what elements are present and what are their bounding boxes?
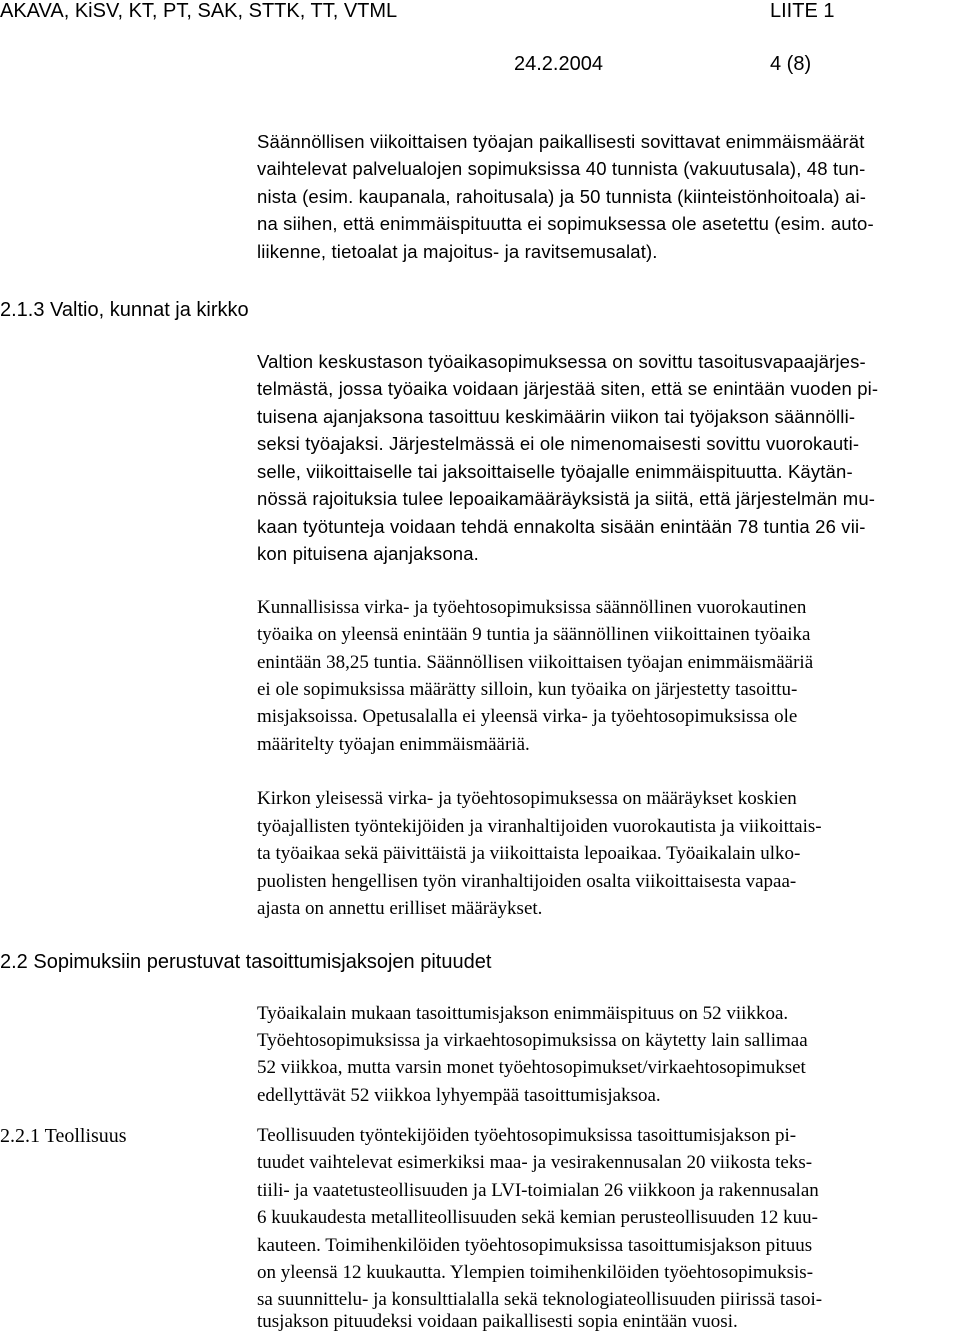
paragraph-6-line: kauteen. Toimihenkilöiden työehtosopimuksissa tasoittumisjakson pituus xyxy=(257,1235,813,1256)
paragraph-6-line: on yleensä 12 kuukautta. Ylempien toimihenkilöiden työehtosopimuksis- xyxy=(257,1262,814,1283)
paragraph-3-line: enintään 38,25 tuntia. Säännöllisen viikoittaisen työajan enimmäismääriä xyxy=(257,652,814,673)
paragraph-3-line: Kunnallisissa virka- ja työehtosopimuksissa säännöllinen vuorokautinen xyxy=(257,597,807,618)
paragraph-2-line: tuisena ajanjaksona tasoittuu keskimäärin viikon tai työjakson säännölli- xyxy=(257,406,856,427)
paragraph-1-line: na siihen, että enimmäispituutta ei sopimuksessa ole asetettu (esim. auto- xyxy=(257,213,874,234)
paragraph-6-line: sa suunnittelu- ja konsulttialalla sekä teknologiateollisuuden piirissä tasoi- xyxy=(257,1289,823,1310)
paragraph-5-line: Työehtosopimuksissa ja virkaehtosopimuksissa on käytetty lain sallimaa xyxy=(257,1030,808,1051)
paragraph-2-line: telmästä, jossa työaika voidaan järjestää siten, että se enintään vuoden pi- xyxy=(257,378,879,399)
paragraph-6-line: tiili- ja vaatetusteollisuuden ja LVI-toimialan 26 viikkoon ja rakennusalan xyxy=(257,1180,819,1201)
paragraph-2-line: selle, viikoittaiselle tai jaksoittaiselle työajalle enimmäispituutta. Käytän- xyxy=(257,461,853,482)
paragraph-6-line: tusjakson pituudeksi voidaan paikallisesti sopia enintään vuosi. xyxy=(257,1311,738,1332)
paragraph-3-line: määritelty työajan enimmäismääriä. xyxy=(257,734,530,755)
paragraph-3-line: työaika on yleensä enintään 9 tuntia ja säännöllinen viikoittainen työaika xyxy=(257,624,811,645)
paragraph-2-line: nössä rajoituksia tulee lepoaikamääräyksistä ja siitä, että järjestelmän mu- xyxy=(257,488,876,509)
paragraph-6-line: Teollisuuden työntekijöiden työehtosopimuksissa tasoittumisjakson pi- xyxy=(257,1125,797,1146)
header-attachment-label: LIITE 1 xyxy=(770,0,835,22)
paragraph-1-line: liikenne, tietoalat ja majoitus- ja ravitsemusalat). xyxy=(257,241,658,262)
paragraph-3-line: misjaksoissa. Opetusalalla ei yleensä virka- ja työehtosopimuksissa ole xyxy=(257,706,798,727)
paragraph-5-line: Työaikalain mukaan tasoittumisjakson enimmäispituus on 52 viikkoa. xyxy=(257,1003,789,1024)
section-heading-2-1-3: 2.1.3 Valtio, kunnat ja kirkko xyxy=(0,299,249,321)
paragraph-4-line: puolisten hengellisen työn viranhaltijoiden osalta viikoittaisesta vapaa- xyxy=(257,871,797,892)
paragraph-2-line: seksi työajaksi. Järjestelmässä ei ole nimenomaisesti sovittu vuorokauti- xyxy=(257,433,860,454)
paragraph-4-line: ajasta on annettu erilliset määräykset. xyxy=(257,898,543,919)
paragraph-2-line: Valtion keskustason työaikasopimuksessa on sovittu tasoitusvapaajärjes- xyxy=(257,351,866,372)
paragraph-4-line: Kirkon yleisessä virka- ja työehtosopimuksessa on määräykset koskien xyxy=(257,788,797,809)
paragraph-6-line: tuudet vaihtelevat esimerkiksi maa- ja vesirakennusalan 20 viikosta teks- xyxy=(257,1152,813,1173)
paragraph-2-line: kon pituisena ajanjaksona. xyxy=(257,543,479,564)
header-page-number: 4 (8) xyxy=(770,53,812,75)
paragraph-5-line: 52 viikkoa, mutta varsin monet työehtosopimukset/virkaehtosopimukset xyxy=(257,1057,806,1078)
paragraph-2-line: kaan työtunteja voidaan tehdä ennakolta sisään enintään 78 tuntia 26 vii- xyxy=(257,516,866,537)
paragraph-3-line: ei ole sopimuksissa määrätty silloin, kun työaika on järjestetty tasoittu- xyxy=(257,679,798,700)
header-date: 24.2.2004 xyxy=(514,53,603,75)
paragraph-1-line: vaihtelevat palvelualojen sopimuksissa 40 tunnista (vakuutusala), 48 tun- xyxy=(257,158,866,179)
paragraph-1-line: Säännöllisen viikoittaisen työajan paikallisesti sovittavat enimmäismäärät xyxy=(257,131,865,152)
paragraph-5-line: edellyttävät 52 viikkoa lyhyempää tasoittumisjaksoa. xyxy=(257,1085,661,1106)
section-heading-2-2-1: 2.2.1 Teollisuus xyxy=(0,1125,127,1147)
section-heading-2-2: 2.2 Sopimuksiin perustuvat tasoittumisjaksojen pituudet xyxy=(0,951,492,973)
paragraph-4-line: ta työaikaa sekä päivittäistä ja viikoittaista lepoaikaa. Työaikalain ulko- xyxy=(257,843,801,864)
paragraph-4-line: työajallisten työntekijöiden ja viranhaltijoiden vuorokautista ja viikoittais- xyxy=(257,816,822,837)
header-organizations: AKAVA, KiSV, KT, PT, SAK, STTK, TT, VTML xyxy=(0,0,398,22)
paragraph-1-line: nista (esim. kaupanala, rahoitusala) ja 50 tunnista (kiinteistönhoitoala) ai- xyxy=(257,186,867,207)
paragraph-6-line: 6 kuukaudesta metalliteollisuuden sekä kemian perusteollisuuden 12 kuu- xyxy=(257,1207,818,1228)
